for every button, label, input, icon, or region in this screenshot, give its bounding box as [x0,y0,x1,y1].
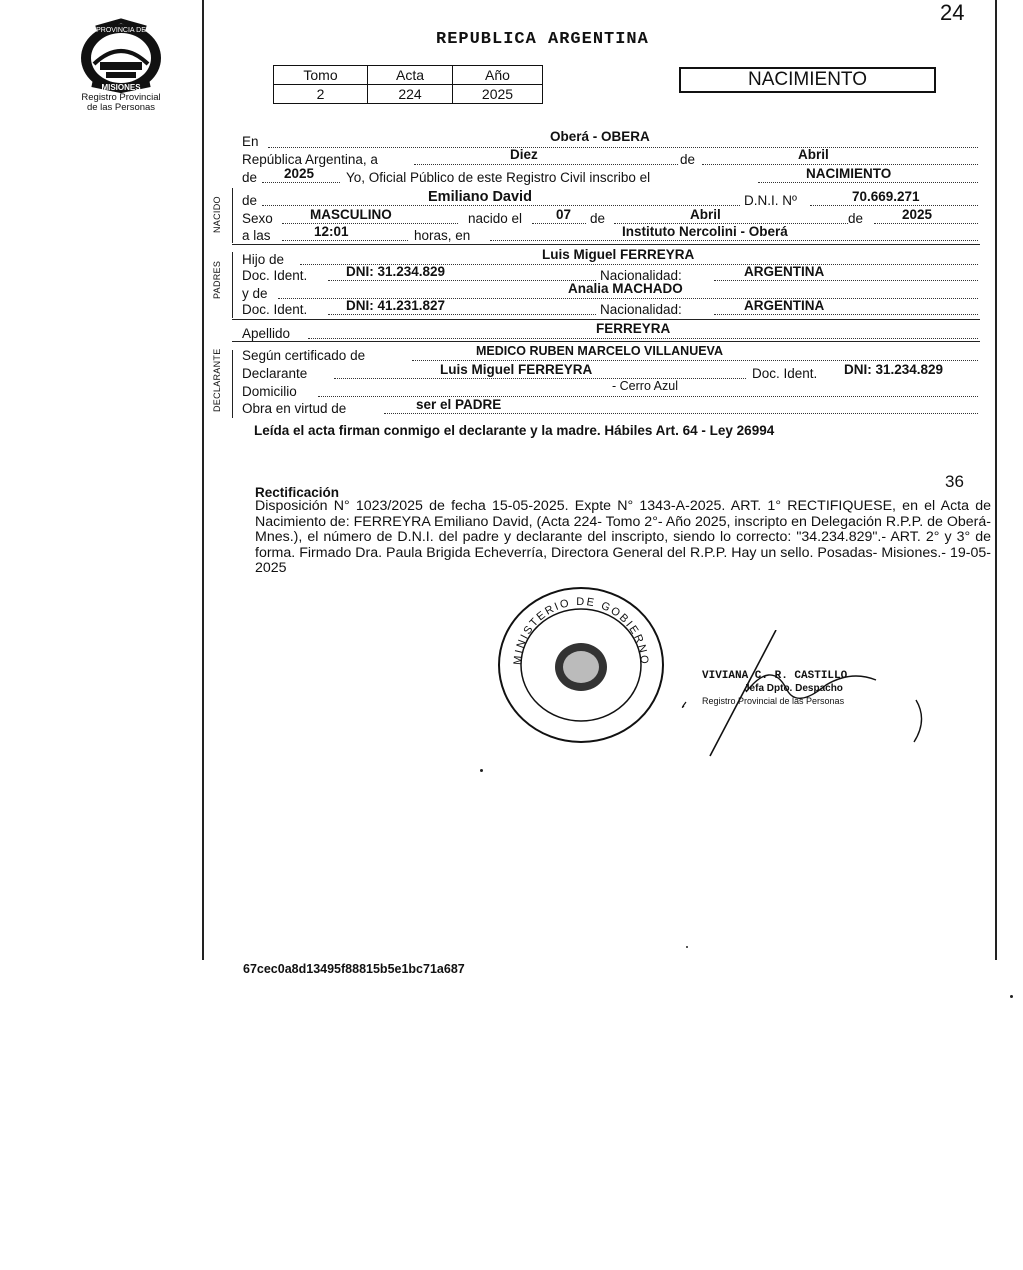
dotted-line [262,182,340,183]
scan-speck [686,946,688,948]
year-prefix: de [242,170,258,185]
registry-table-header [274,66,543,85]
father-label: Hijo de [242,252,285,267]
dotted-line [874,223,978,224]
emblem-arc-top: PROVINCIA DE [96,27,146,34]
bracket-declarante [232,350,233,418]
col-anio: Año [453,66,543,85]
province-emblem [72,18,170,114]
rectification-title: Rectificación [255,485,340,500]
year-value: 2025 [284,166,315,181]
child-name-value: Emiliano David [428,189,532,205]
dotted-line [714,280,978,281]
col-acta: Acta [368,66,453,85]
dni-label: D.N.I. Nº [744,193,797,208]
declarant-doc-label: Doc. Ident. [752,366,818,381]
emblem-caption-2: de las Personas [86,102,156,113]
separator-1 [232,244,980,245]
dotted-line [758,182,978,183]
side-label-declarante: DECLARANTE [212,348,222,412]
born-month: Abril [690,207,721,222]
scan-speck [1010,995,1013,998]
acta-value: 224 [368,85,453,104]
month-value: Abril [798,147,829,162]
born-de-2: de [848,211,864,226]
dotted-line [282,223,458,224]
father-doc-label: Doc. Ident. [242,268,308,283]
inscribe-value: NACIMIENTO [806,166,892,181]
born-de-1: de [590,211,606,226]
separator-2 [232,319,980,320]
mother-nat-value: ARGENTINA [744,298,825,313]
acting-label: Obra en virtud de [242,401,347,416]
dotted-line [810,205,978,206]
anio-value: 2025 [453,85,543,104]
rectification-body: Disposición N° 1023/2025 de fecha 15-05-2025. Expte N° 1343-A-2025. ART. 1° RECTIFIQUESE, en el Acta de Nacimiento de: FERREYRA Emiliano David, (Acta 224- Tomo 2°- Año 2025, inscripto en Delegación R.P.P. de Oberá-Mnes.), el número de D.N.I. del padre y declarante del inscripto, siendo lo correcto: "34.234.829".- ART. 2° y 3° de forma. Firmado Dra. Paula Brigida Echeverría, Directora General del R.P.P. Hay un sello. Posadas- Misiones.- 19-05-2025 [255,498,991,576]
dotted-line [532,223,586,224]
en-value: Oberá - OBERA [550,129,650,144]
dotted-line [384,413,978,414]
address-label: Domicilio [242,384,297,399]
emblem-caption-1: Registro Provincial [81,92,161,103]
scan-speck [480,769,483,772]
stamp-name: VIVIANA C. R. CASTILLO [702,670,848,682]
de-label: de [680,152,696,167]
day-value: Diez [510,147,538,162]
acting-value: ser el PADRE [416,397,502,412]
document-hash: 67cec0a8d13495f88815b5e1bc71a687 [243,962,465,976]
official-seal [496,585,666,745]
dotted-line [714,314,978,315]
address-value: - Cerro Azul [612,379,678,393]
dotted-line [414,164,678,165]
page-number: 24 [940,0,965,25]
cert-value: MEDICO RUBEN MARCELO VILLANUEVA [476,344,723,358]
father-nat-value: ARGENTINA [744,264,825,279]
officer-text: Yo, Oficial Público de este Registro Civil inscribo el [346,170,651,185]
dotted-line [490,240,978,241]
mother-value: Analia MACHADO [568,281,683,296]
misiones-shield-icon [72,18,170,94]
father-doc-value: DNI: 31.234.829 [346,264,446,279]
annotation-number: 36 [945,472,964,491]
mother-nat-label: Nacionalidad: [600,302,682,317]
col-tomo: Tomo [274,66,368,85]
dotted-line [328,280,596,281]
row-en [242,129,978,150]
dotted-line [334,378,746,379]
declarant-doc-value: DNI: 31.234.829 [844,362,944,377]
registry-table [273,65,543,104]
stamp-role: Jefa Dpto. Despacho [744,683,843,694]
dotted-line [328,314,596,315]
father-value: Luis Miguel FERREYRA [542,247,695,262]
row-declarant [242,362,978,382]
born-day: 07 [556,207,572,222]
hours-label: horas, en [414,228,471,243]
declarant-label: Declarante [242,366,308,381]
emblem-arc-bottom: MISIONES [101,83,141,92]
closing-text: Leída el acta firman conmigo el declarante y la madre. Hábiles Art. 64 - Ley 26994 [254,423,775,438]
row-address [242,379,978,400]
side-label-padres: PADRES [212,260,222,299]
time-label: a las [242,228,271,243]
surname-label: Apellido [242,326,291,341]
dni-value: 70.669.271 [852,189,920,204]
tomo-value: 2 [274,85,368,104]
side-label-nacido: NACIDO [212,196,222,233]
stamp-org: Registro Provincial de las Personas [702,696,845,706]
mother-label: y de [242,286,268,301]
mother-doc-label: Doc. Ident. [242,302,308,317]
name-label: de [242,193,258,208]
document-title: REPUBLICA ARGENTINA [436,30,649,49]
en-label: En [242,134,259,149]
row-sex [242,207,978,227]
seal-stamp-icon [496,585,666,745]
born-label: nacido el [468,211,523,226]
father-nat-label: Nacionalidad: [600,268,682,283]
bracket-nacido [232,188,233,243]
dotted-line [282,240,408,241]
seal-text: MINISTERIO DE GOBIERNO [511,595,651,667]
row-time [242,224,978,244]
row-acting [242,397,978,417]
time-value: 12:01 [314,224,349,239]
born-year: 2025 [902,207,933,222]
surname-value: FERREYRA [596,321,671,336]
dotted-line [308,338,978,339]
left-margin-line [202,0,204,960]
row-officer [242,166,978,186]
dotted-line [268,147,978,148]
dotted-line [702,164,978,165]
right-margin-line [995,0,997,960]
cert-label: Según certificado de [242,348,366,363]
sex-value: MASCULINO [310,207,392,222]
republic-label: República Argentina, a [242,152,378,167]
row-surname [242,321,978,342]
declarant-value: Luis Miguel FERREYRA [440,362,593,377]
sex-label: Sexo [242,211,273,226]
bracket-padres [232,252,233,318]
record-type-box: NACIMIENTO [679,67,936,93]
signature-block [676,630,926,760]
birth-place-value: Instituto Nercolini - Oberá [622,224,788,239]
registry-table-values [274,85,543,104]
mother-doc-value: DNI: 41.231.827 [346,298,446,313]
dotted-line [412,360,978,361]
handwritten-signature-icon [676,630,926,760]
row-mother-doc [242,298,978,318]
dotted-line [262,205,740,206]
